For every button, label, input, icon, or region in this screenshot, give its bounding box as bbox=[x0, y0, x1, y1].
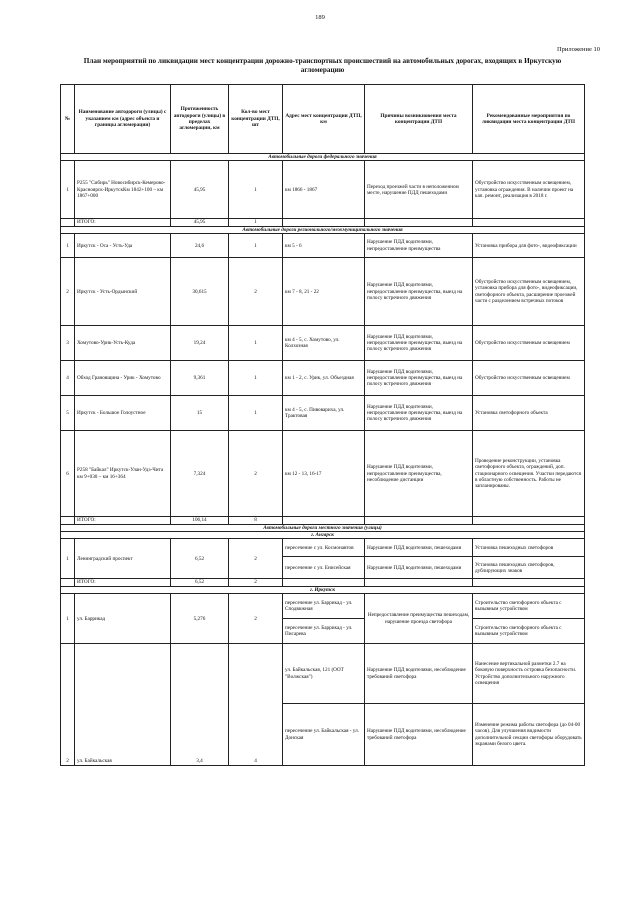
road-length: 7,324 bbox=[171, 431, 229, 517]
road-name: ул. Баррикад bbox=[75, 594, 171, 644]
recommended-measure: Нанесение вертикальной разметки 2.7 на боковую поверхность островка безопасности. Устройство дополнительного наружного освещения bbox=[473, 644, 585, 704]
accident-cause: Нарушение ПДД водителями, непредоставление преимущества, выезд на полосу встречного движения bbox=[365, 361, 473, 396]
spot-address: км 1866 - 1867 bbox=[283, 161, 365, 219]
spot-count: 2 bbox=[229, 594, 283, 644]
accident-cause: Нарушение ПДД водителями, непредоставление преимущества, выезд на полосу встречного движения bbox=[365, 396, 473, 431]
total-row bbox=[61, 579, 585, 586]
header-cell: Причины возникновения места концентрации ДТП bbox=[365, 85, 473, 154]
accident-cause: Нарушение ПДД водителями, непредоставление преимущества, несоблюдение дистанции bbox=[365, 431, 473, 517]
road-length: 15 bbox=[171, 396, 229, 431]
section-heading: Автомобильные дороги федерального значения bbox=[61, 154, 585, 161]
table-row bbox=[61, 644, 585, 704]
row-number: 5 bbox=[61, 396, 75, 431]
spot-count: 4 bbox=[229, 644, 283, 766]
table-row bbox=[61, 258, 585, 326]
road-name: ул. Байкальская bbox=[75, 644, 171, 766]
spot-count: 1 bbox=[229, 161, 283, 219]
total-count: 1 bbox=[229, 219, 283, 226]
header-cell: Адрес мест концентрации ДТП, км bbox=[283, 85, 365, 154]
accident-cause: Нарушение ПДД водителями, пешеходами bbox=[365, 539, 473, 557]
row-number: 1 bbox=[61, 539, 75, 579]
row-number: 3 bbox=[61, 326, 75, 361]
road-name: Р255 "Сибирь" Новосибирск-Кемерово-Красноярск-ИркутскКм 1842+100 – км 1867+000 bbox=[75, 161, 171, 219]
recommended-measure: Изменение режима работы светофора (до 04-00 часов). Для улучшения видимости дополнительной секции светофоры оборудовать экранами белого цвета. bbox=[473, 704, 585, 766]
row-number: 1 bbox=[61, 234, 75, 258]
accident-cause: Нарушение ПДД водителями, непредоставление преимущества, выезд на полосу встречного движения bbox=[365, 326, 473, 361]
total-length: 45,95 bbox=[171, 219, 229, 226]
recommended-measure: Установка пешеходных светофоров, дублирующих знаков bbox=[473, 557, 585, 579]
total-length: 106,14 bbox=[171, 517, 229, 524]
section-heading: Автомобильные дороги регионального/межмуниципального значения bbox=[61, 226, 585, 233]
spot-count: 1 bbox=[229, 361, 283, 396]
total-row bbox=[61, 517, 585, 524]
row-number: 4 bbox=[61, 361, 75, 396]
row-number: 2 bbox=[61, 258, 75, 326]
spot-address: км 4 - 5, с. Хомутово, ул. Колхозная bbox=[283, 326, 365, 361]
spot-count: 1 bbox=[229, 396, 283, 431]
recommended-measure: Обустройство искусственным освещением bbox=[473, 326, 585, 361]
table-row bbox=[61, 234, 585, 258]
recommended-measure: Обустройство искусственным освещением bbox=[473, 361, 585, 396]
accident-cause: Переход проезжей части в неположенном месте, нарушение ПДД пешеходами bbox=[365, 161, 473, 219]
table-row bbox=[61, 396, 585, 431]
recommended-measure: Установка пешеходных светофоров bbox=[473, 539, 585, 557]
city-heading: г. Ангарск bbox=[61, 532, 585, 539]
measures-table bbox=[60, 84, 585, 766]
city-heading: г. Иркутск bbox=[61, 586, 585, 593]
row-number: 1 bbox=[61, 161, 75, 219]
accident-cause: Нарушение ПДД водителями, несоблюдение требований светофора bbox=[365, 644, 473, 704]
appendix-label: Приложение 10 bbox=[556, 46, 600, 53]
recommended-measure: Строительство светофорного объекта с вызывным устройством bbox=[473, 594, 585, 619]
header-cell: Кол-во мест концентрации ДТП, шт bbox=[229, 85, 283, 154]
recommended-measure: Установка светофорного объекта bbox=[473, 396, 585, 431]
road-length: 5,276 bbox=[171, 594, 229, 644]
spot-count: 1 bbox=[229, 326, 283, 361]
spot-address: км 7 - 8, 21 - 22 bbox=[283, 258, 365, 326]
accident-cause: Нарушение ПДД водителями, пешеходами bbox=[365, 557, 473, 579]
total-count: 2 bbox=[229, 579, 283, 586]
table-header-row bbox=[61, 85, 585, 154]
road-name: Хомутово-Урик-Усть-Куда bbox=[75, 326, 171, 361]
spot-address: пересечение с ул. Космонавтов bbox=[283, 539, 365, 557]
spot-address: км 12 - 13, 16-17 bbox=[283, 431, 365, 517]
road-length: 30,615 bbox=[171, 258, 229, 326]
recommended-measure: Установка прибора для фото-, видеофиксации bbox=[473, 234, 585, 258]
recommended-measure: Проведение реконструкции, установка светофорного объекта, ограждений, доп. стационарного освещения. Участки передаются в областную собственность. Работы не запланированы. bbox=[473, 431, 585, 517]
row-number: 1 bbox=[61, 594, 75, 644]
header-cell: № bbox=[61, 85, 75, 154]
total-label: ИТОГО: bbox=[75, 517, 171, 524]
road-name: Иркутск - Оса - Усть-Уда bbox=[75, 234, 171, 258]
total-row bbox=[61, 219, 585, 226]
road-length: 9,361 bbox=[171, 361, 229, 396]
road-name: Иркутск - Усть-Ордынский bbox=[75, 258, 171, 326]
recommended-measure: Обустройство искусственным освещением, установка ограждения. В наличии проект на кап. ремонт, реализация в 2018 г. bbox=[473, 161, 585, 219]
spot-count: 2 bbox=[229, 431, 283, 517]
document-title: План мероприятий по ликвидации мест концентрации дорожно-транспортных происшествий на автомобильных дорогах, входящих в Иркутскую агломерацию bbox=[83, 57, 562, 74]
total-label: ИТОГО: bbox=[75, 219, 171, 226]
table-row bbox=[61, 161, 585, 219]
road-length: 3,4 bbox=[171, 644, 229, 766]
spot-address: км 1 - 2, с. Урик, ул. Объездная bbox=[283, 361, 365, 396]
accident-cause: Непредоставление преимущества пешеходам, нарушение проезда светофора bbox=[365, 594, 473, 644]
spot-address: пересечение с ул. Енисейская bbox=[283, 557, 365, 579]
road-length: 6,52 bbox=[171, 539, 229, 579]
spot-address: пересечение ул. Баррикад - ул. Сподвижная bbox=[283, 594, 365, 619]
section-heading: Автомобильные дороги местного значения (улицы) bbox=[61, 524, 585, 531]
page-number: 189 bbox=[315, 14, 325, 21]
accident-cause: Нарушение ПДД водителями, непредоставление преимущества, выезд на полосу встречного движения bbox=[365, 258, 473, 326]
recommended-measure: Обустройство искусственным освещением, установка прибора для фото-, видеофиксации, светофорного объекта, расширение проезжей части с разделением встречных потоков bbox=[473, 258, 585, 326]
road-name: Иркутск - Большое Голоустное bbox=[75, 396, 171, 431]
road-length: 19,24 bbox=[171, 326, 229, 361]
road-length: 24,6 bbox=[171, 234, 229, 258]
accident-cause: Нарушение ПДД водителями, несоблюдение требований светофора bbox=[365, 704, 473, 766]
spot-count: 2 bbox=[229, 258, 283, 326]
total-length: 6,52 bbox=[171, 579, 229, 586]
table-row bbox=[61, 326, 585, 361]
recommended-measure: Строительство светофорного объекта с вызывным устройством bbox=[473, 619, 585, 644]
spot-count: 2 bbox=[229, 539, 283, 579]
accident-cause: Нарушение ПДД водителями, непредоставление преимущества bbox=[365, 234, 473, 258]
table-row bbox=[61, 539, 585, 557]
spot-address: пересечение ул. Баррикад - ул. Писарева bbox=[283, 619, 365, 644]
header-cell: Протяженность автодороги (улицы) в пределах агломерации, км bbox=[171, 85, 229, 154]
row-number: 2 bbox=[61, 644, 75, 766]
road-name: Ленинградский проспект bbox=[75, 539, 171, 579]
spot-count: 1 bbox=[229, 234, 283, 258]
header-cell: Рекомендованные мероприятия по ликвидации места концентрации ДТП bbox=[473, 85, 585, 154]
road-name: Р258 "Байкал" Иркутск-Улан-Удэ-Чита км 9+030 – км 16+364 bbox=[75, 431, 171, 517]
table-row bbox=[61, 594, 585, 619]
spot-address: км 5 - 6 bbox=[283, 234, 365, 258]
spot-address: ул. Байкальская, 121 (ООТ "Волжская") bbox=[283, 644, 365, 704]
row-number: 6 bbox=[61, 431, 75, 517]
spot-address: пересечение ул. Байкальская - ул. Донская bbox=[283, 704, 365, 766]
table-row bbox=[61, 431, 585, 517]
road-length: 45,95 bbox=[171, 161, 229, 219]
total-label: ИТОГО: bbox=[75, 579, 171, 586]
total-count: 8 bbox=[229, 517, 283, 524]
header-cell: Наименование автодороги (улицы) с указанием км (адрес объекта и границы агломерации) bbox=[75, 85, 171, 154]
table-row bbox=[61, 361, 585, 396]
spot-address: км 4 - 5, с. Пивовариха, ул. Трактовая bbox=[283, 396, 365, 431]
road-name: Обход Грановщина - Урик - Хомутово bbox=[75, 361, 171, 396]
